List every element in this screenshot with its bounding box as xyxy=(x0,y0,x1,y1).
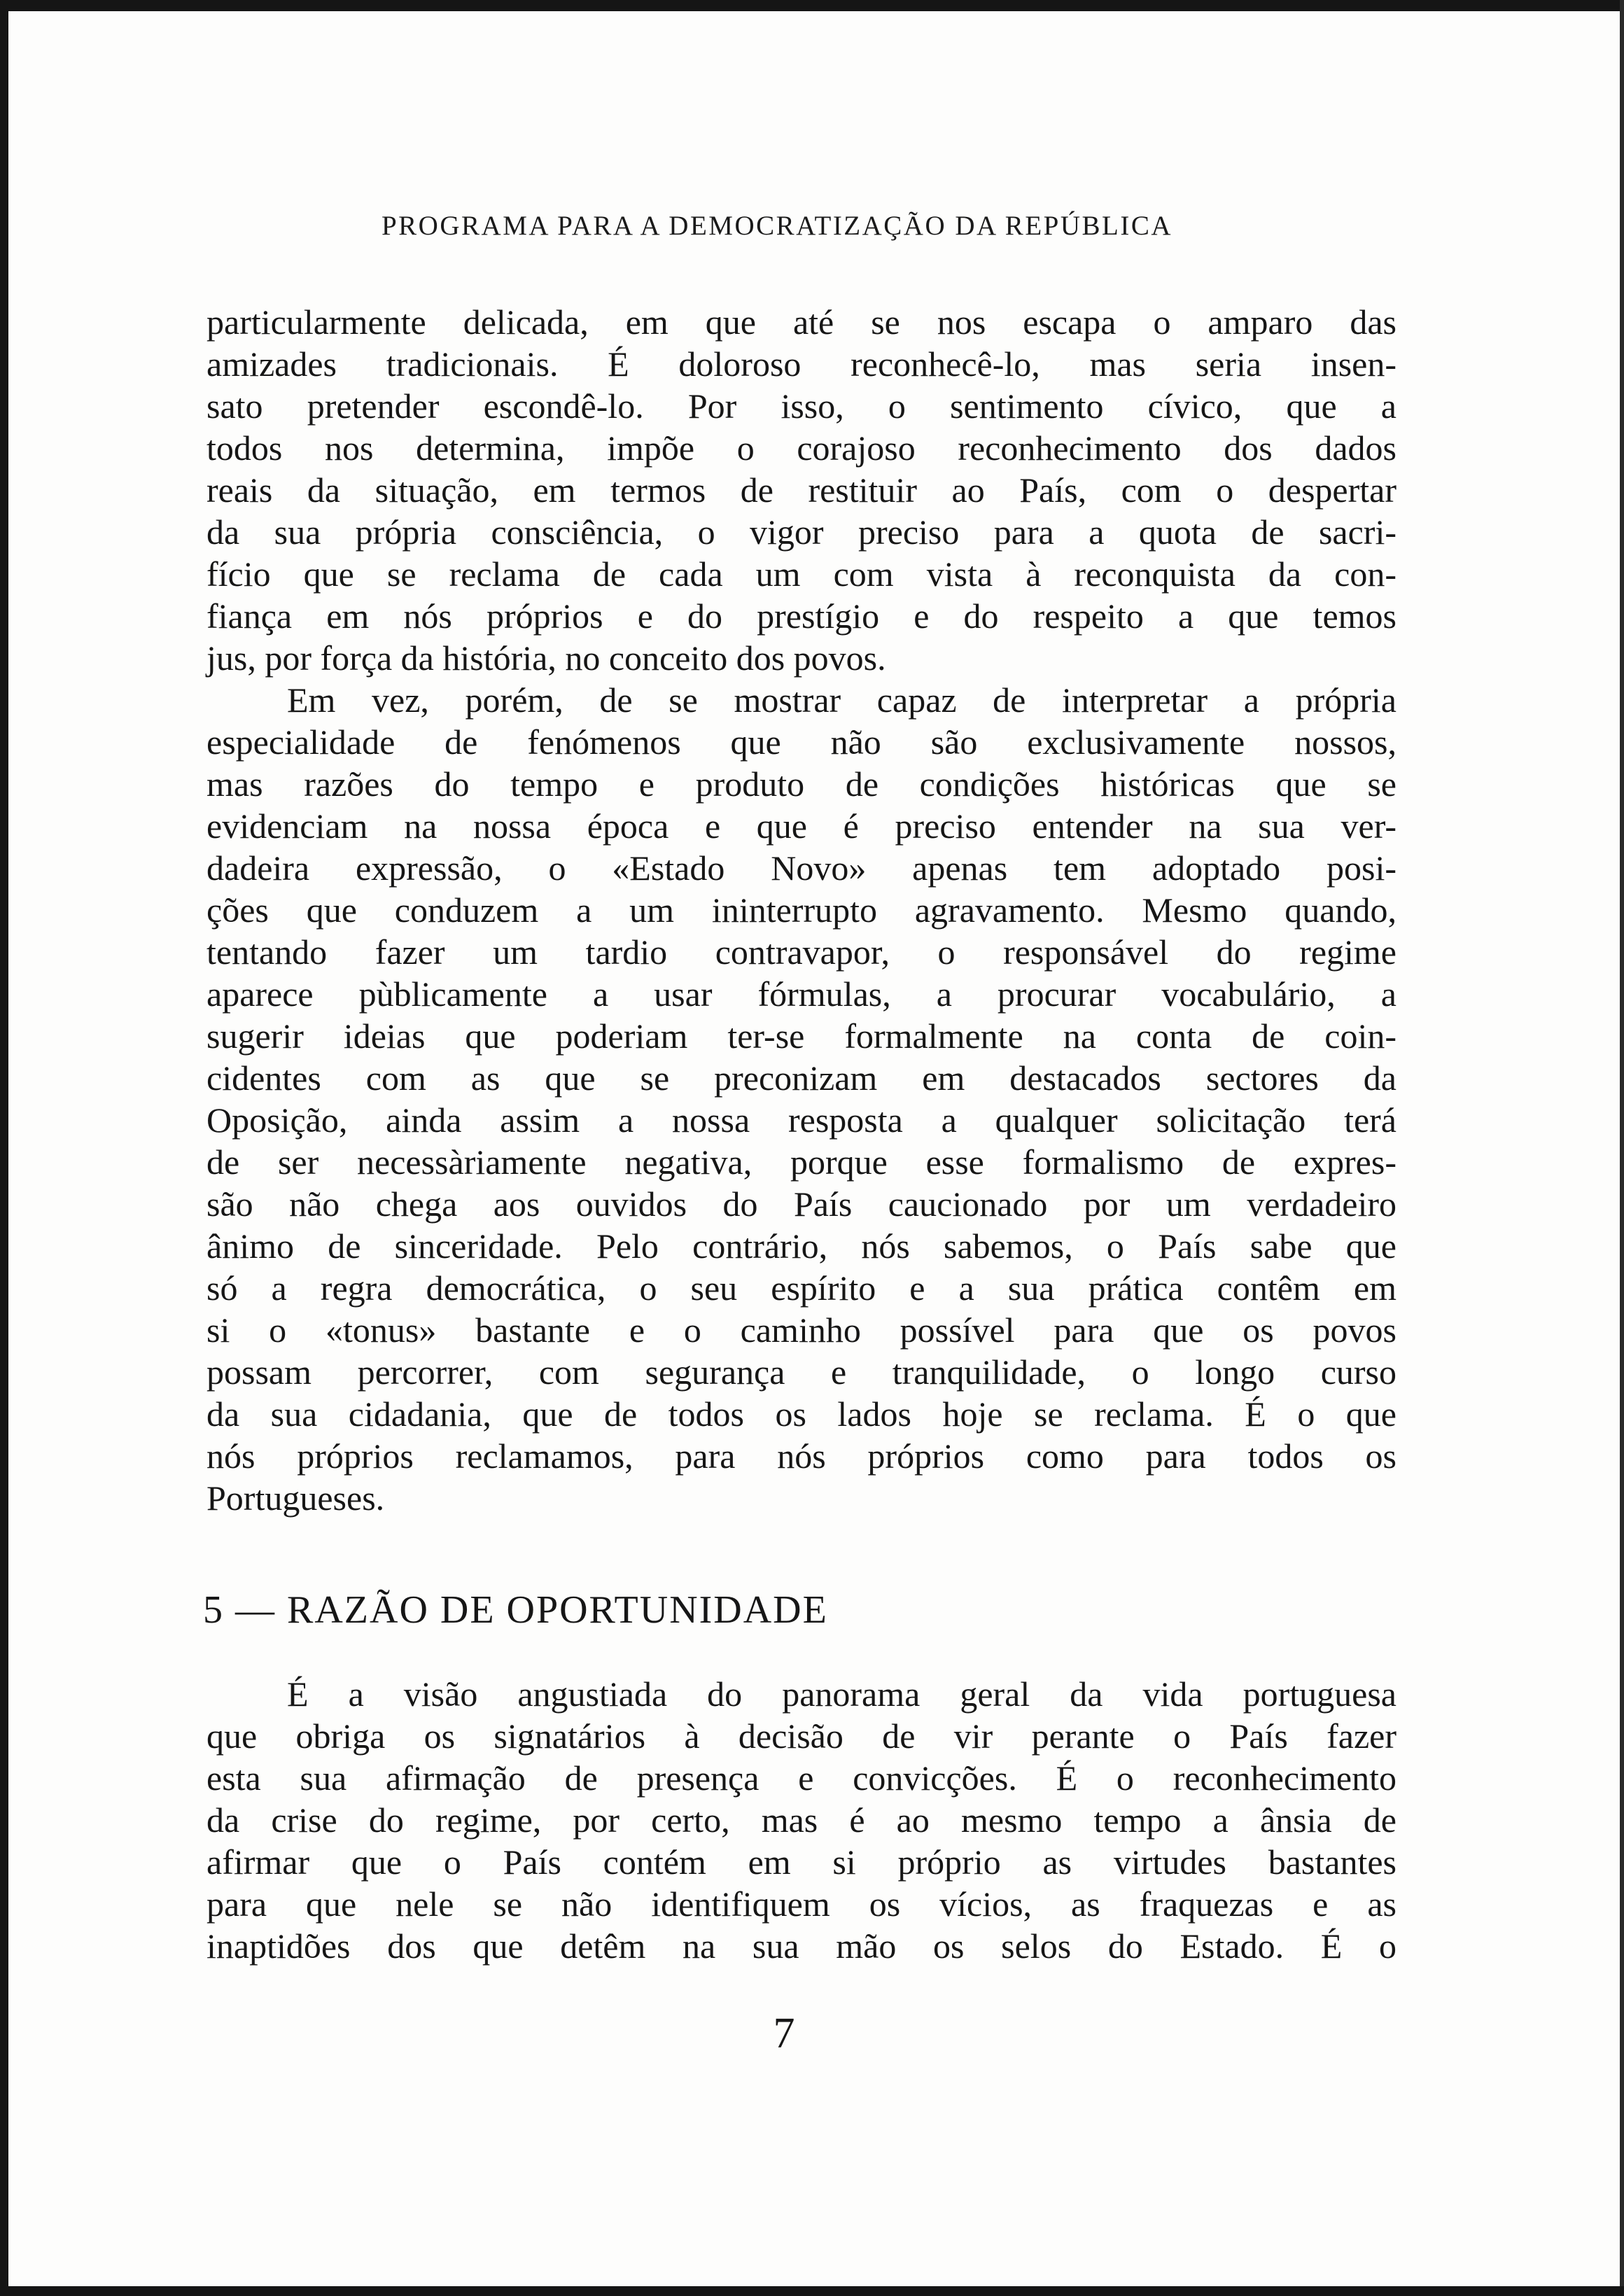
text-line: aparece pùblicamente a usar fórmulas, a procurar vocabulário, a xyxy=(206,974,1396,1014)
text-line: possam percorrer, com segurança e tranquilidade, o longo curso xyxy=(206,1352,1396,1392)
text-line: esta sua afirmação de presença e convicções. É o reconhecimento xyxy=(206,1758,1396,1798)
running-head: PROGRAMA PARA A DEMOCRATIZAÇÃO DA REPÚBLICA xyxy=(381,211,1172,241)
text-line: afirmar que o País contém em si próprio as virtudes bastantes xyxy=(206,1842,1396,1882)
scan-border-top xyxy=(0,0,1624,11)
text-line: amizades tradicionais. É doloroso reconhecê-lo, mas seria insen- xyxy=(206,344,1396,384)
text-line: só a regra democrática, o seu espírito e a sua prática contêm em xyxy=(206,1268,1396,1308)
text-line: ções que conduzem a um ininterrupto agravamento. Mesmo quando, xyxy=(206,890,1396,930)
text-line: cidentes com as que se preconizam em destacados sectores da xyxy=(206,1058,1396,1098)
text-line: são não chega aos ouvidos do País caucionado por um verdadeiro xyxy=(206,1184,1396,1224)
body-text-section-2 xyxy=(206,1673,1396,1967)
text-line: si o «tonus» bastante e o caminho possível para que os povos xyxy=(206,1310,1396,1350)
scan-border-right xyxy=(1620,0,1624,2296)
text-line: todos nos determina, impõe o corajoso reconhecimento dos dados xyxy=(206,428,1396,468)
text-line: dadeira expressão, o «Estado Novo» apenas tem adoptado posi- xyxy=(206,848,1396,888)
page-number: 7 xyxy=(773,2010,795,2057)
text-line: mas razões do tempo e produto de condições históricas que se xyxy=(206,764,1396,804)
text-line: de ser necessàriamente negativa, porque esse formalismo de expres- xyxy=(206,1142,1396,1182)
text-line: sugerir ideias que poderiam ter-se formalmente na conta de coin- xyxy=(206,1016,1396,1056)
text-line: jus, por força da história, no conceito dos povos. xyxy=(206,638,886,678)
text-line: reais da situação, em termos de restituir ao País, com o despertar xyxy=(206,470,1396,510)
body-text-section-1 xyxy=(206,301,1396,1519)
text-line: tentando fazer um tardio contravapor, o responsável do regime xyxy=(206,932,1396,972)
text-line: Em vez, porém, de se mostrar capaz de interpretar a própria xyxy=(287,680,1396,720)
text-line: ânimo de sinceridade. Pelo contrário, nós sabemos, o País sabe que xyxy=(206,1226,1396,1266)
text-line: Portugueses. xyxy=(206,1478,385,1518)
text-line: fício que se reclama de cada um com vista à reconquista da con- xyxy=(206,554,1396,594)
text-line: para que nele se não identifiquem os vícios, as fraquezas e as xyxy=(206,1884,1396,1924)
text-line: inaptidões dos que detêm na sua mão os selos do Estado. É o xyxy=(206,1926,1396,1966)
text-line: É a visão angustiada do panorama geral da vida portuguesa xyxy=(287,1674,1396,1714)
scan-border-bottom xyxy=(0,2286,1624,2296)
text-line: Oposição, ainda assim a nossa resposta a qualquer solicitação terá xyxy=(206,1100,1396,1140)
text-line: sato pretender escondê-lo. Por isso, o sentimento cívico, que a xyxy=(206,386,1396,426)
text-line: nós próprios reclamamos, para nós próprios como para todos os xyxy=(206,1436,1396,1476)
text-line: especialidade de fenómenos que não são exclusivamente nossos, xyxy=(206,722,1396,762)
text-line: fiança em nós próprios e do prestígio e do respeito a que temos xyxy=(206,596,1396,636)
text-line: da sua cidadania, que de todos os lados hoje se reclama. É o que xyxy=(206,1394,1396,1434)
text-line: evidenciam na nossa época e que é preciso entender na sua ver- xyxy=(206,806,1396,846)
scan-border-left xyxy=(0,0,8,2296)
text-line: que obriga os signatários à decisão de vir perante o País fazer xyxy=(206,1716,1396,1756)
text-line: da crise do regime, por certo, mas é ao mesmo tempo a ânsia de xyxy=(206,1800,1396,1840)
text-line: da sua própria consciência, o vigor preciso para a quota de sacri- xyxy=(206,512,1396,552)
text-line: particularmente delicada, em que até se nos escapa o amparo das xyxy=(206,302,1396,342)
section-heading: 5 — RAZÃO DE OPORTUNIDADE xyxy=(203,1588,828,1632)
